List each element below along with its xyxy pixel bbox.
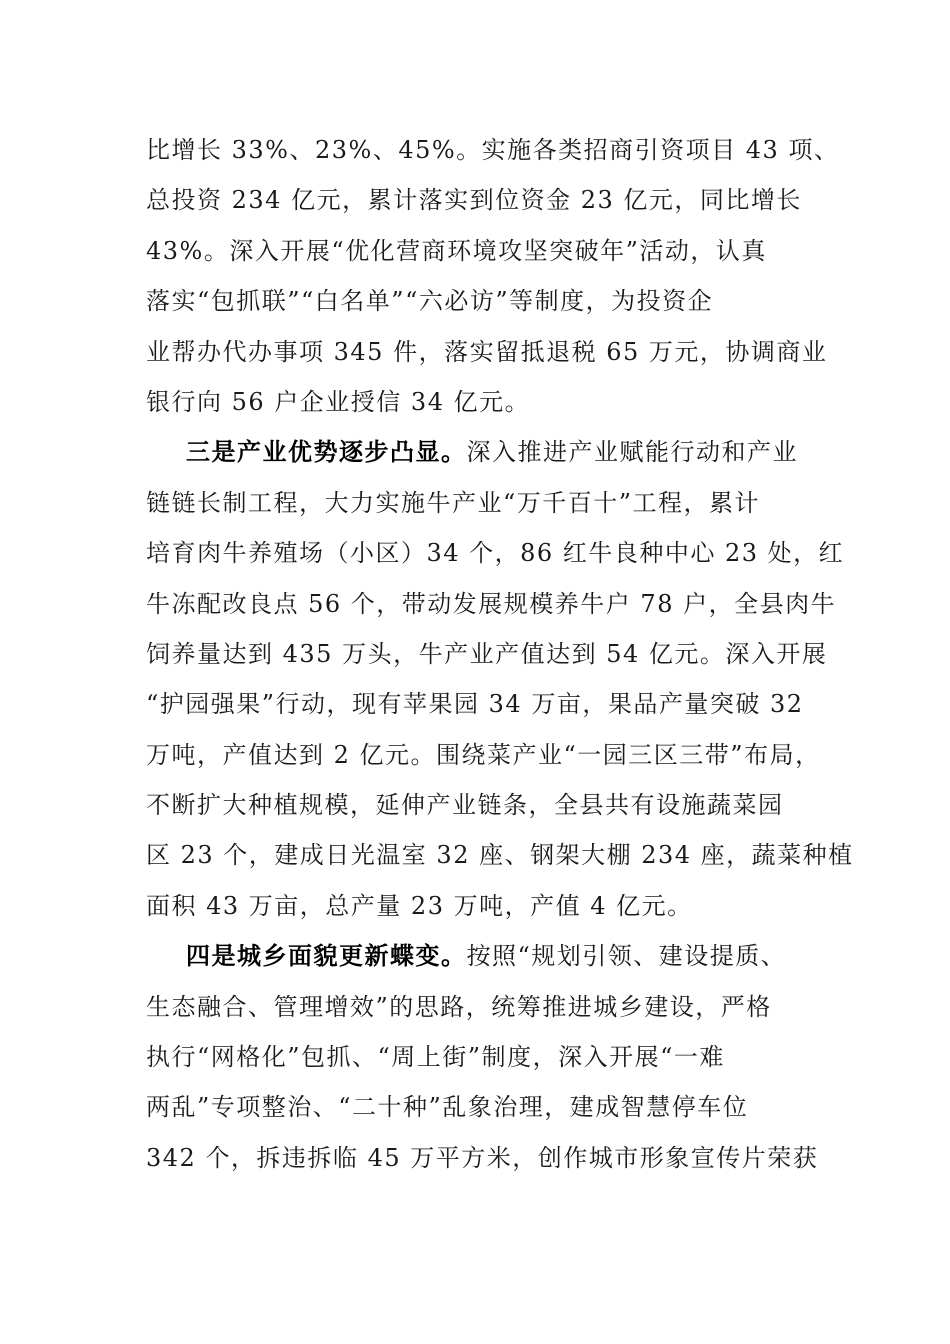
paragraph-lead-heading: 三是产业优势逐步凸显。 [186,437,467,467]
text-run: 深入推进产业赋能行动和产业 [466,438,798,467]
text-line: 银行向 56 户企业授信 34 亿元。 [146,387,531,416]
text-line: 比增长 33%、23%、45%。实施各类招商引资项目 43 项、 [146,136,840,164]
document-body [146,130,854,1188]
text-line: 落实“包抓联”“白名单”“六必访”等制度，为投资企 [146,287,714,316]
text-line: 万吨，产值达到 2 亿元。围绕菜产业“一园三区三带”布局， [146,740,821,769]
text-line: 执行“网格化”包抓、“周上街”制度，深入开展“一难 [146,1043,725,1072]
paragraph-lead-heading: 四是城乡面貌更新蝶变。 [186,941,467,971]
text-line: 43%。深入开展“优化营商环境攻坚突破年”活动，认真 [146,236,767,265]
paragraph-investment [146,130,840,432]
text-line: 饲养量达到 435 万头，牛产业产值达到 54 亿元。深入开展 [146,639,828,668]
text-line: 总投资 234 亿元，累计落实到位资金 23 亿元，同比增长 [146,186,802,215]
text-line: 两乱”专项整治、“二十种”乱象治理，建成智慧停车位 [146,1093,749,1122]
text-line: 业帮办代办事项 345 件，落实留抵退税 65 万元，协调商业 [146,337,828,366]
text-line: 培育肉牛养殖场（小区）34 个，86 红牛良种中心 23 处，红 [146,539,845,568]
text-line: “护园强果”行动，现有苹果园 34 万亩，果品产量突破 32 [146,690,804,719]
text-line: 牛冻配改良点 56 个，带动发展规模养牛户 78 户，全县肉牛 [146,589,837,618]
text-line: 生态融合、管理增效”的思路，统筹推进城乡建设，严格 [146,992,772,1021]
text-line: 链链长制工程，大力实施牛产业“万千百十”工程，累计 [146,488,761,517]
paragraph-first-line [146,936,826,986]
text-line: 不断扩大种植规模，延伸产业链条，全县共有设施蔬菜园 [146,791,784,820]
paragraph-first-line [146,432,826,482]
text-line: 面积 43 万亩，总产量 23 万吨，产值 4 亿元。 [146,891,693,920]
paragraph-industry [146,432,854,936]
text-line: 区 23 个，建成日光温室 32 座、钢架大棚 234 座，蔬菜种植 [146,841,854,870]
paragraph-urban-rural [146,936,826,1188]
text-line: 342 个，拆违拆临 45 万平方米，创作城市形象宣传片荣获 [146,1143,819,1172]
text-run: 按照“规划引领、建设提质、 [466,942,787,971]
